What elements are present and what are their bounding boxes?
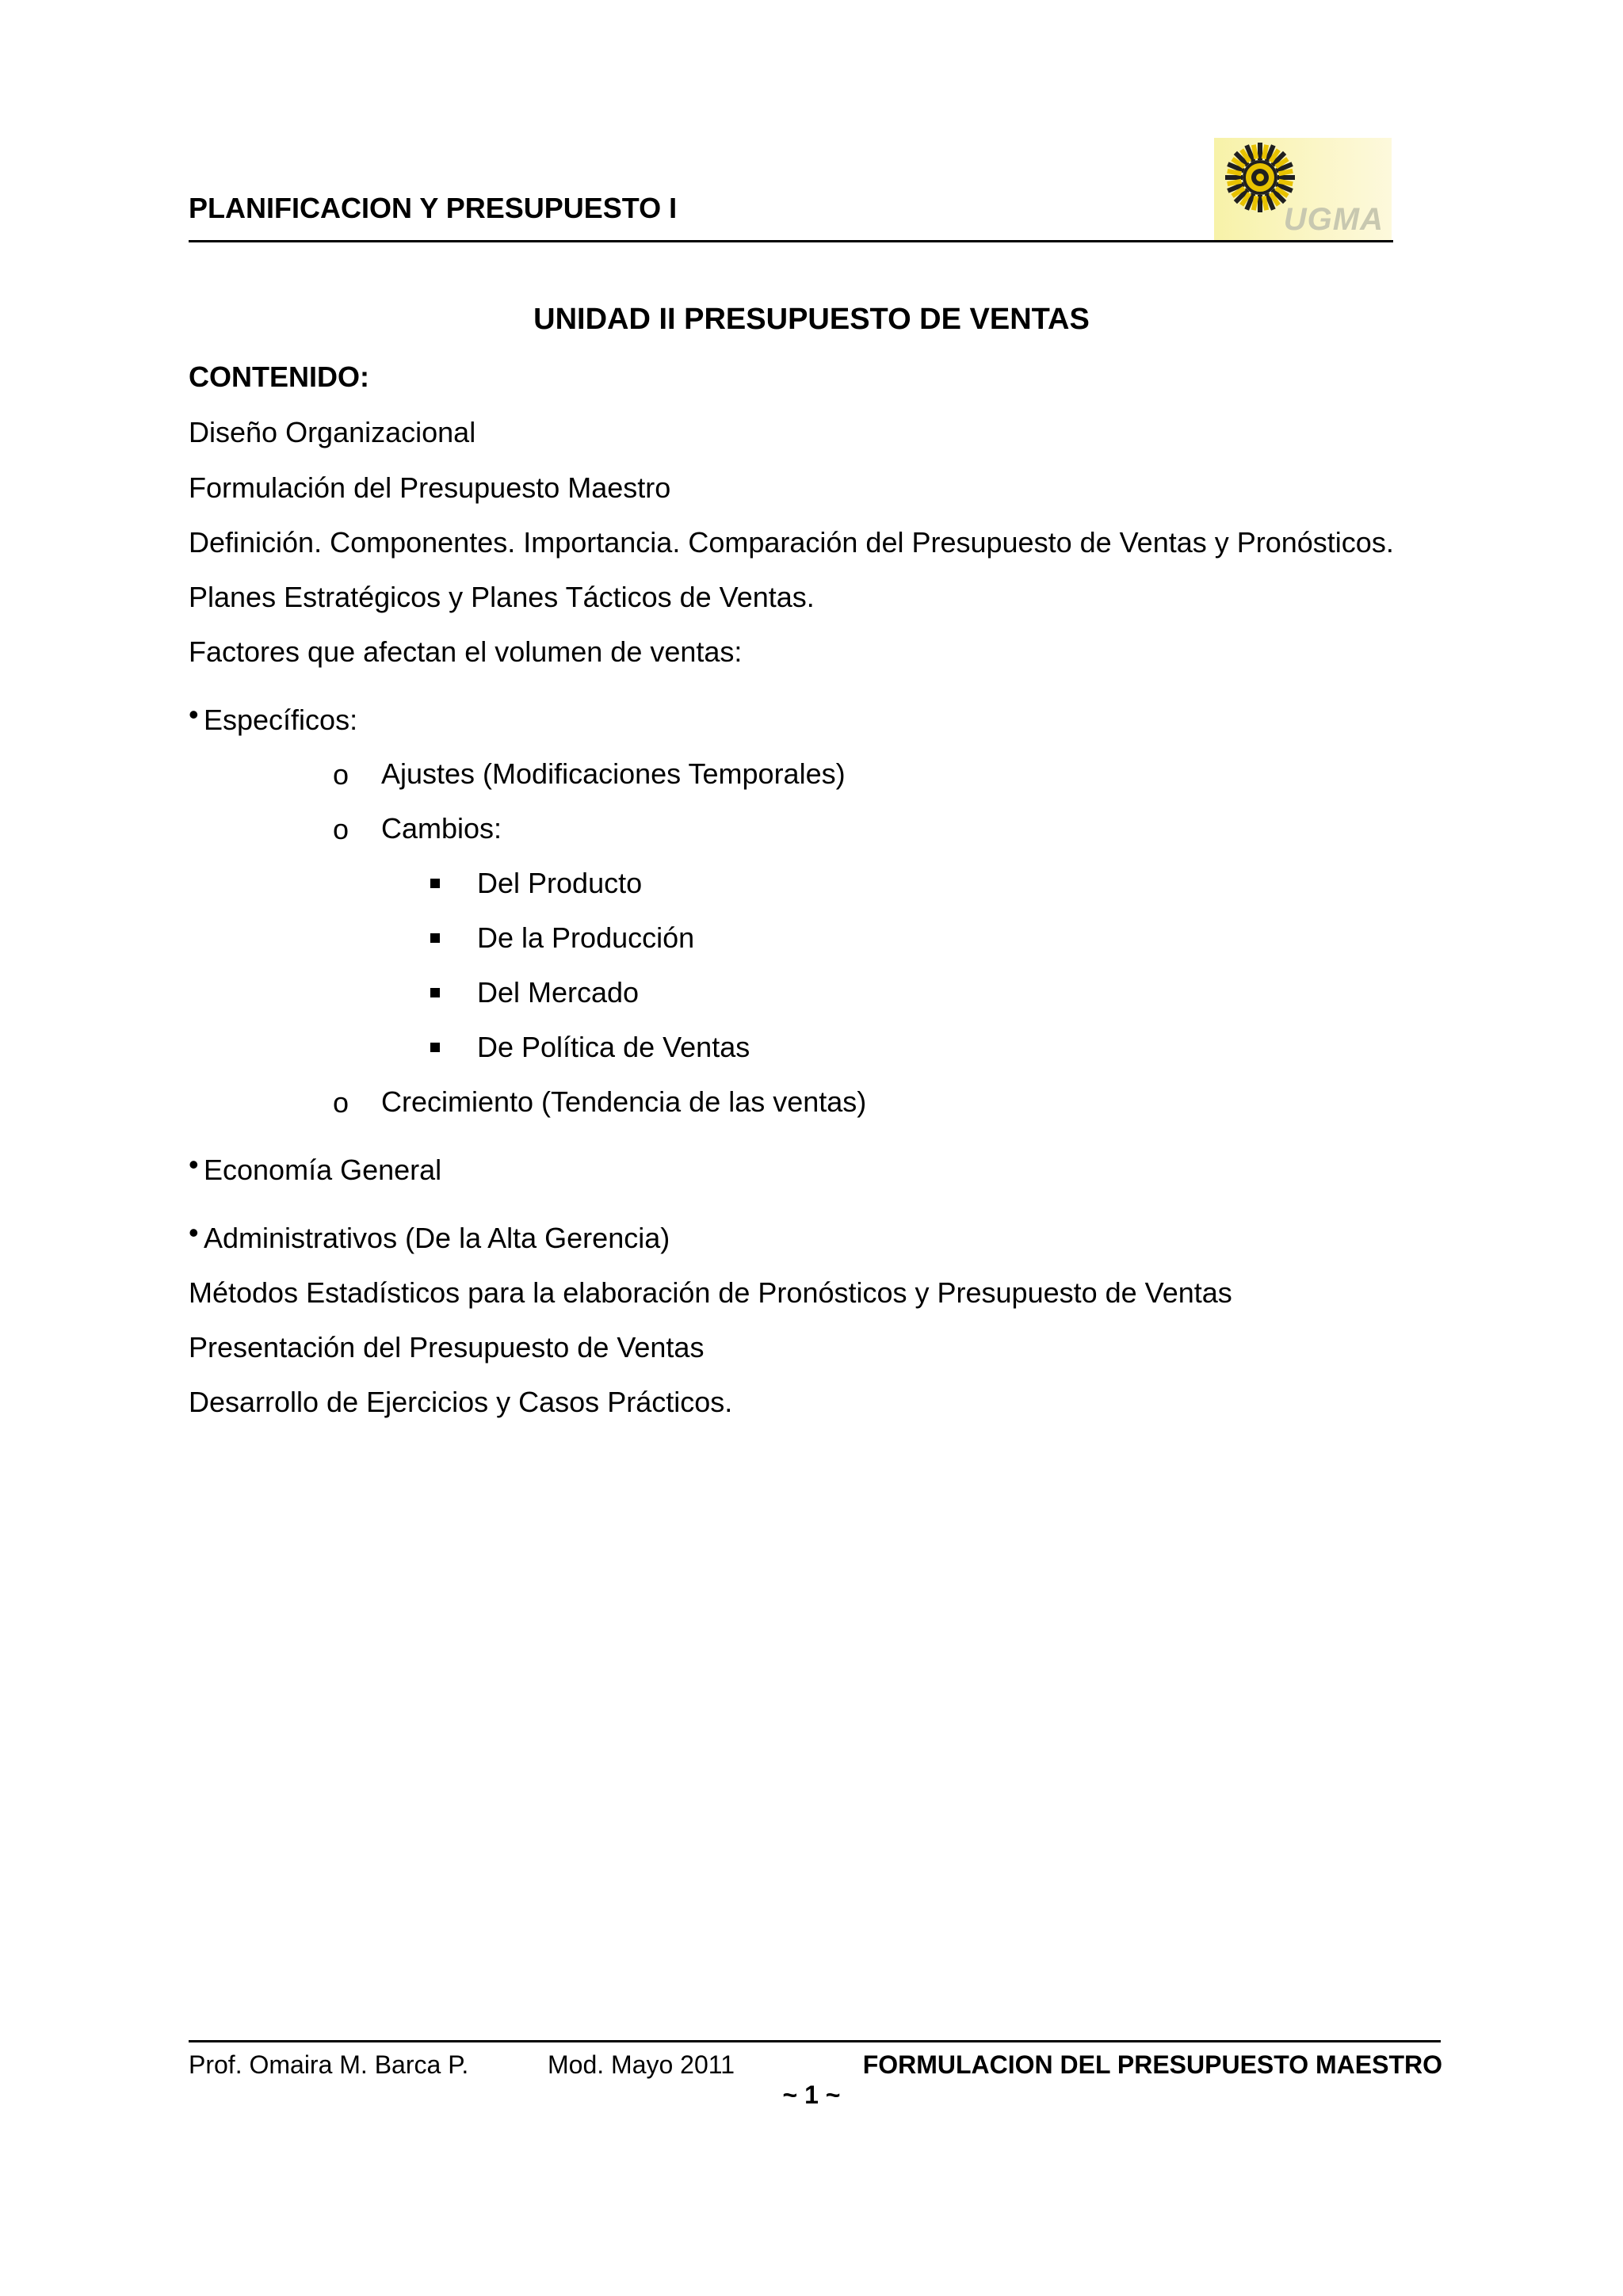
factor-cambios: Cambios: xyxy=(381,812,502,845)
header-divider xyxy=(189,240,1393,242)
content-item: Planes Estratégicos y Planes Tácticos de Ventas. xyxy=(189,581,815,613)
bullet-icon: • xyxy=(189,698,199,730)
content-heading: CONTENIDO: xyxy=(189,360,369,393)
footer-author: Prof. Omaira M. Barca P. xyxy=(189,2050,469,2079)
square-bullet-icon xyxy=(430,988,440,997)
unit-title: UNIDAD II PRESUPUESTO DE VENTAS xyxy=(533,303,1090,336)
cambios-item: Del Producto xyxy=(477,867,643,899)
content-item: Factores que afectan el volumen de ventas: xyxy=(189,635,743,668)
content-item: Desarrollo de Ejercicios y Casos Prácticos. xyxy=(189,1386,733,1418)
factor-economia: Economía General xyxy=(204,1154,442,1186)
factor-ajustes: Ajustes (Modificaciones Temporales) xyxy=(381,757,846,790)
factor-especificos: Específicos: xyxy=(204,704,358,736)
bullet-icon: • xyxy=(189,1148,199,1180)
content-item: Métodos Estadísticos para la elaboración de Pronósticos y Presupuesto de Ventas xyxy=(189,1276,1232,1309)
circle-bullet-icon: o xyxy=(333,758,349,791)
footer-section: FORMULACION DEL PRESUPUESTO MAESTRO xyxy=(862,2050,1442,2079)
content-item: Diseño Organizacional xyxy=(189,416,476,448)
factor-crecimiento: Crecimiento (Tendencia de las ventas) xyxy=(381,1085,867,1118)
circle-bullet-icon: o xyxy=(333,1086,349,1119)
square-bullet-icon xyxy=(430,1043,440,1052)
cambios-item: Del Mercado xyxy=(477,976,640,1009)
ugma-logo xyxy=(1214,138,1392,241)
square-bullet-icon xyxy=(430,879,440,888)
footer-modified: Mod. Mayo 2011 xyxy=(548,2050,735,2079)
cambios-item: De Política de Ventas xyxy=(477,1031,750,1063)
factor-administrativos: Administrativos (De la Alta Gerencia) xyxy=(204,1222,670,1254)
content-item: Presentación del Presupuesto de Ventas xyxy=(189,1331,705,1363)
square-bullet-icon xyxy=(430,933,440,943)
cambios-item: De la Producción xyxy=(477,921,695,954)
content-item: Formulación del Presupuesto Maestro xyxy=(189,471,671,504)
bullet-icon: • xyxy=(189,1216,199,1249)
page-number: ~ 1 ~ xyxy=(782,2081,841,2109)
footer-divider xyxy=(189,2040,1441,2042)
circle-bullet-icon: o xyxy=(333,813,349,845)
logo-text: UGMA xyxy=(1283,202,1384,237)
content-item: Definición. Componentes. Importancia. Comparación del Presupuesto de Ventas y Pronósticos. xyxy=(189,526,1394,559)
header-title: PLANIFICACION Y PRESUPUESTO I xyxy=(189,192,678,224)
